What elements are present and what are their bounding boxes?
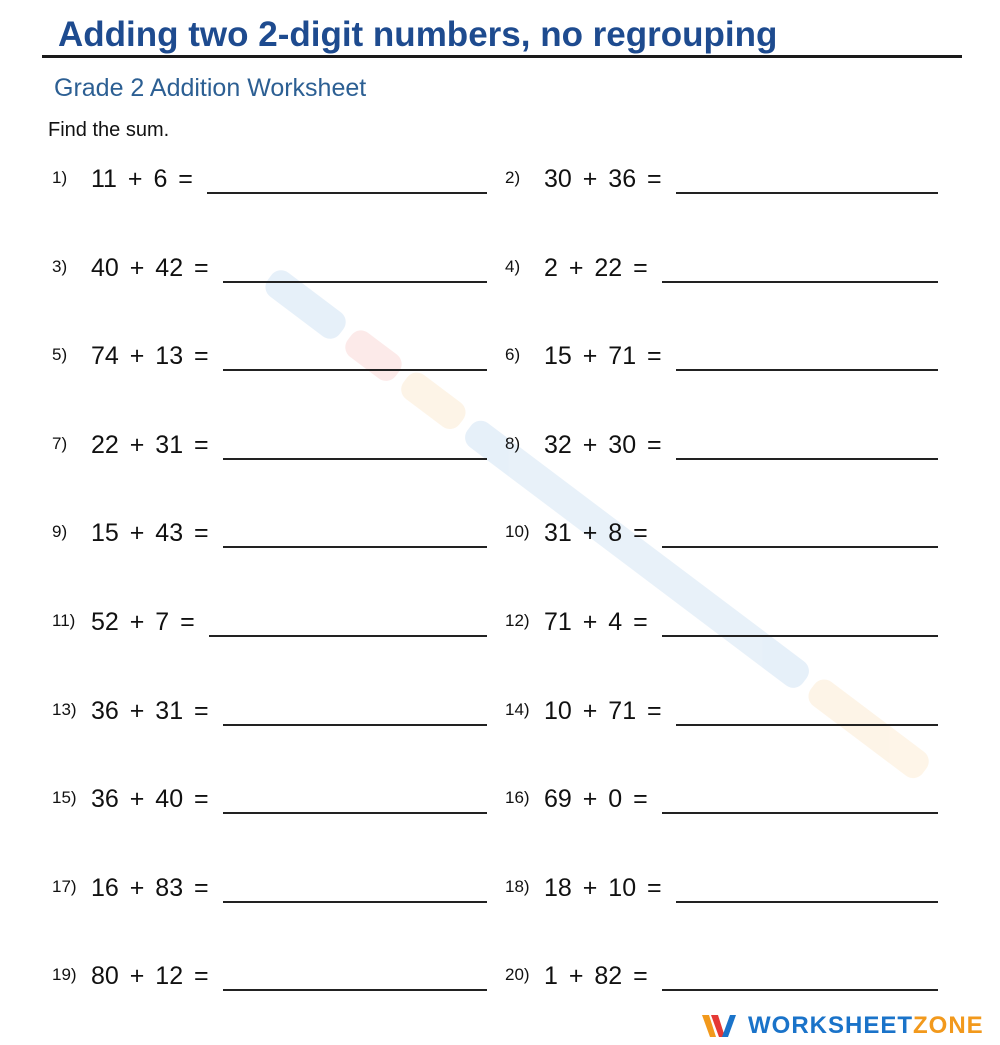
- problem-item: [52, 874, 487, 908]
- problem-item: [505, 519, 938, 553]
- answer-line[interactable]: [676, 368, 938, 371]
- problem-number: 14): [505, 700, 530, 719]
- answer-line[interactable]: [223, 811, 487, 814]
- answer-line[interactable]: [662, 988, 938, 991]
- problem-item: [505, 254, 938, 288]
- problem-number: 20): [505, 965, 530, 984]
- problem-number: 9): [52, 522, 68, 541]
- problem-expression: 71 + 4 =: [544, 608, 648, 636]
- answer-line[interactable]: [223, 900, 487, 903]
- answer-line[interactable]: [223, 368, 487, 371]
- problem-number: 3): [52, 257, 68, 276]
- problem-expression: 31 + 8 =: [544, 519, 648, 547]
- problem-item: [505, 431, 938, 465]
- problem-expression: 36 + 40 =: [91, 785, 209, 813]
- problem-item: [52, 165, 487, 199]
- answer-line[interactable]: [662, 280, 938, 283]
- logo-text-accent: ZONE: [913, 1012, 984, 1039]
- problem-number: 13): [52, 700, 77, 719]
- problem-item: [52, 519, 487, 553]
- answer-line[interactable]: [223, 457, 487, 460]
- problem-item: [505, 874, 938, 908]
- problem-item: [505, 165, 938, 199]
- problem-number: 15): [52, 788, 77, 807]
- problem-number: 18): [505, 877, 530, 896]
- title-divider: [42, 55, 962, 58]
- answer-line[interactable]: [676, 191, 938, 194]
- problem-expression: 80 + 12 =: [91, 962, 209, 990]
- problem-number: 17): [52, 877, 77, 896]
- problem-item: [52, 962, 487, 996]
- instructions-text: Find the sum.: [48, 119, 170, 141]
- answer-line[interactable]: [662, 545, 938, 548]
- problem-item: [52, 608, 487, 642]
- problem-number: 10): [505, 522, 530, 541]
- worksheetzone-w-icon: [700, 1011, 738, 1041]
- problem-number: 11): [52, 611, 76, 630]
- problem-expression: 36 + 31 =: [91, 697, 209, 725]
- worksheetzone-logo[interactable]: [700, 1010, 984, 1042]
- problem-number: 2): [505, 168, 521, 187]
- problem-number: 5): [52, 345, 68, 364]
- answer-line[interactable]: [676, 900, 938, 903]
- problem-number: 1): [52, 168, 68, 187]
- answer-line[interactable]: [209, 634, 487, 637]
- worksheetzone-wordmark: [748, 1012, 984, 1040]
- problem-expression: 30 + 36 =: [544, 165, 662, 193]
- problem-number: 16): [505, 788, 530, 807]
- answer-line[interactable]: [662, 634, 938, 637]
- problem-expression: 10 + 71 =: [544, 697, 662, 725]
- problem-expression: 2 + 22 =: [544, 254, 648, 282]
- answer-line[interactable]: [223, 545, 487, 548]
- answer-line[interactable]: [223, 723, 487, 726]
- problem-expression: 11 + 6 =: [91, 165, 193, 193]
- problem-expression: 40 + 42 =: [91, 254, 209, 282]
- problem-item: [52, 342, 487, 376]
- logo-text-primary: WORKSHEET: [748, 1012, 913, 1039]
- answer-line[interactable]: [223, 988, 487, 991]
- problem-expression: 18 + 10 =: [544, 874, 662, 902]
- problem-item: [505, 785, 938, 819]
- answer-line[interactable]: [662, 811, 938, 814]
- problem-expression: 1 + 82 =: [544, 962, 648, 990]
- problem-item: [52, 431, 487, 465]
- problem-item: [505, 962, 938, 996]
- problem-item: [505, 608, 938, 642]
- problem-number: 4): [505, 257, 521, 276]
- problem-number: 6): [505, 345, 521, 364]
- problem-number: 12): [505, 611, 530, 630]
- problem-expression: 32 + 30 =: [544, 431, 662, 459]
- problem-item: [52, 254, 487, 288]
- problem-expression: 15 + 71 =: [544, 342, 662, 370]
- page-subtitle: Grade 2 Addition Worksheet: [54, 74, 367, 102]
- problem-expression: 15 + 43 =: [91, 519, 209, 547]
- page-title: Adding two 2-digit numbers, no regrouping: [58, 15, 778, 54]
- problem-expression: 69 + 0 =: [544, 785, 648, 813]
- problem-item: [52, 785, 487, 819]
- answer-line[interactable]: [676, 457, 938, 460]
- answer-line[interactable]: [207, 191, 487, 194]
- problem-expression: 74 + 13 =: [91, 342, 209, 370]
- answer-line[interactable]: [676, 723, 938, 726]
- problem-item: [52, 697, 487, 731]
- problem-number: 8): [505, 434, 521, 453]
- problem-expression: 52 + 7 =: [91, 608, 195, 636]
- answer-line[interactable]: [223, 280, 487, 283]
- problem-number: 7): [52, 434, 68, 453]
- problem-expression: 22 + 31 =: [91, 431, 209, 459]
- problem-number: 19): [52, 965, 77, 984]
- problem-item: [505, 342, 938, 376]
- problem-expression: 16 + 83 =: [91, 874, 209, 902]
- problem-item: [505, 697, 938, 731]
